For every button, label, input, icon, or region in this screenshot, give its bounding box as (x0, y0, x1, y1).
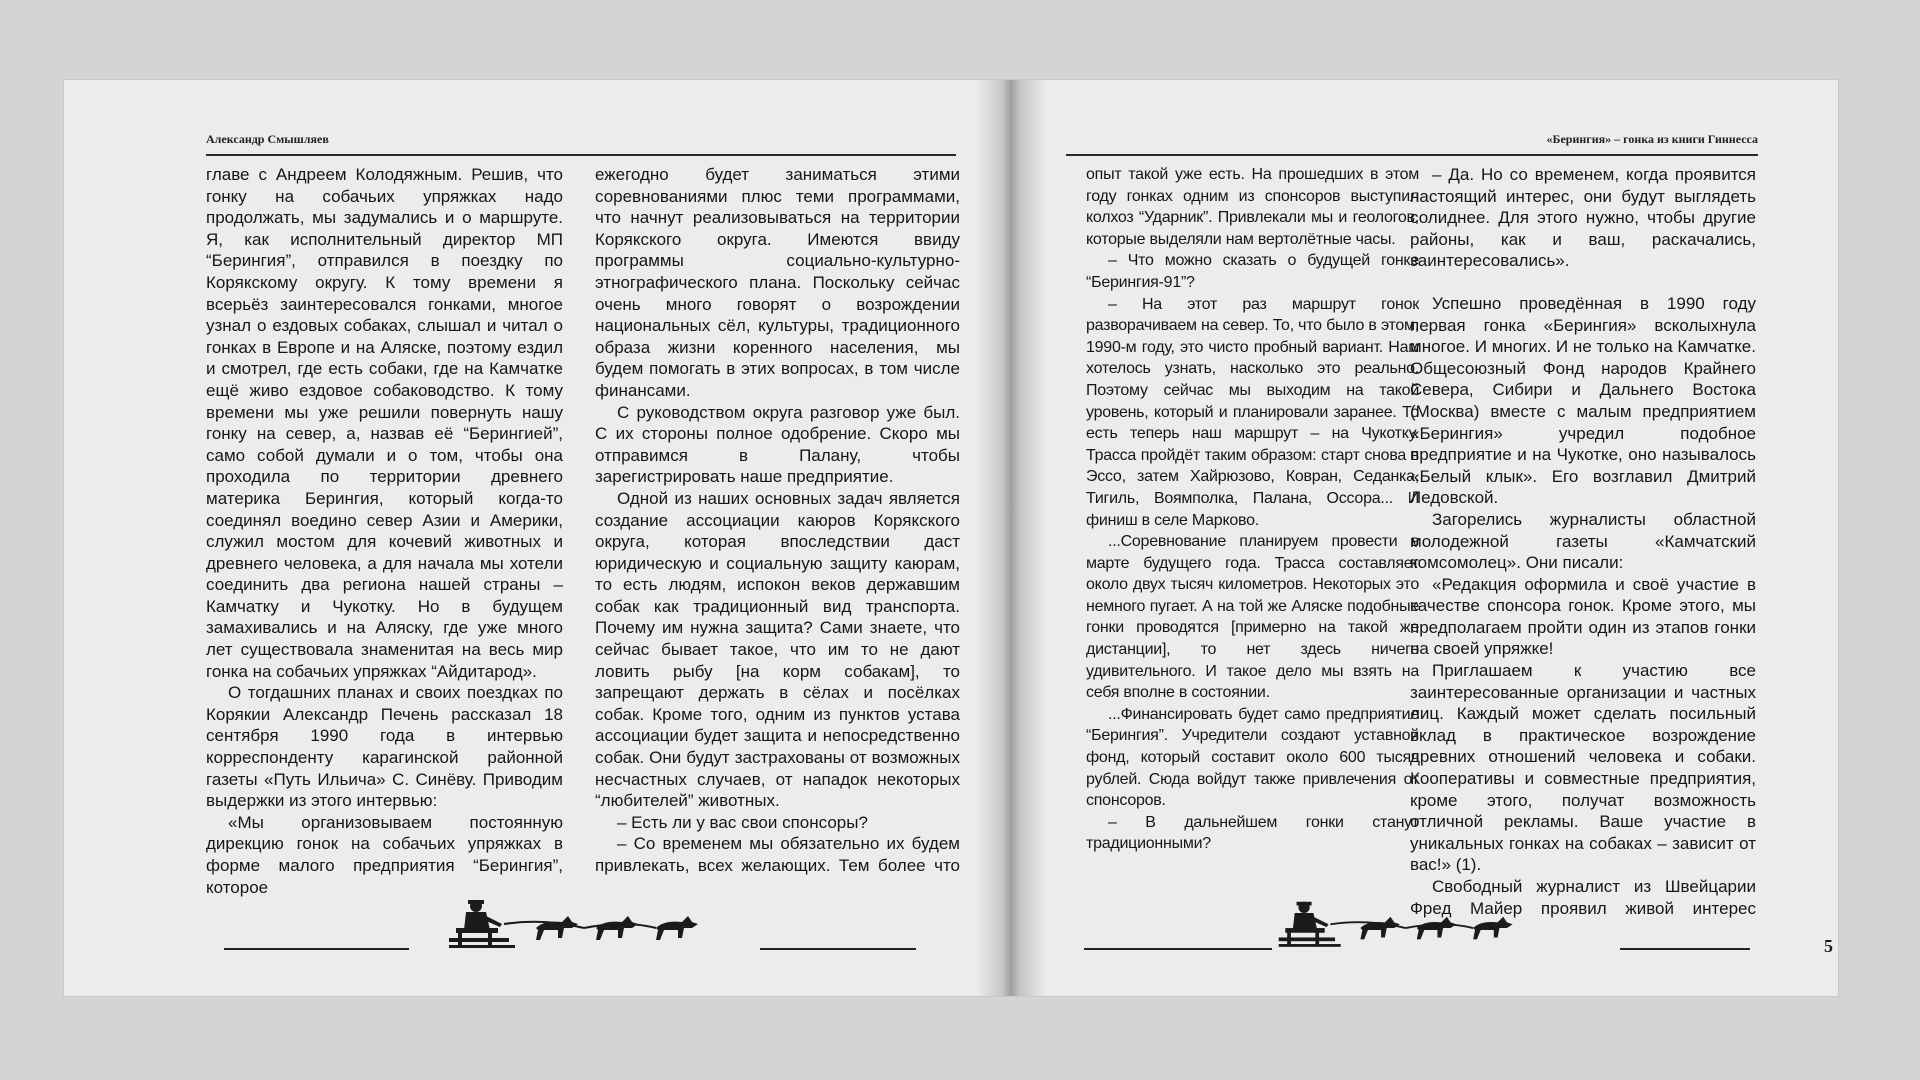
paragraph: – Да. Но со временем, когда проявится настоящий интерес, они будут выглядеть солиднее. Для этого нужно, чтобы другие районы, как и ваш, раскачались, заинтересовались». (1410, 165, 1756, 271)
paragraph: ...Соревнование планируем провести в марте будущего года. Трасса составляет около двух тысяч километров. Некоторых это немного пугает. А на той же Аляске подобные гонки проводятся [примерно на такой же дистанции], то нет здесь ничего удивительного. И такое дело мы взять на себя вполне в состоянии. (1086, 533, 1419, 702)
paragraph: «Мы организовываем постоянную дирекцию гонок на собачьих упряжках в форме малого предприятия “Берингия”, которое (206, 812, 563, 897)
paragraph: – Есть ли у вас свои спонсоры? (617, 812, 868, 832)
paragraph: Одной из наших основных задач является создание ассоциации каюров Корякского округа, которая впоследствии даст юридическую и социальную защиту каюрам, то есть людям, испокон веков державшим собак как традиционный вид транспорта. Почему им нужна защита? Сами знаете, что сейчас бывает такое, что им то не дают ловить рыбу [на корм собакам], то запрещают держать в сёлах и посёлках собак. Кроме того, одним из пунктов устава ассоциации будет защита и непосредственно собак. Они будут застрахованы от возможных несчастных случаев, от нападок некоторых “любителей” животных. (595, 488, 960, 811)
dog-sled-ornament-icon (444, 898, 774, 960)
left-page-column-1 (206, 164, 563, 898)
paragraph: – В дальнейшем гонки станут традиционными? (1086, 813, 1419, 853)
paragraph: – Со временем мы обязательно их будем привлекать, всех желающих. Тем более что (595, 834, 960, 875)
paragraph: Приглашаем к участию все заинтересованные организации и частных лиц. Каждый может сделать посильный вклад в практическое возрождение древних отношений человека и собаки. Кооперативы и совместные предприятия, кроме этого, получат возможность отличной рекламы. Ваше участие в уникальных гонках на собаках – зависит от вас!» (1). (1410, 661, 1756, 875)
dog-sled-ornament-icon (1274, 898, 1584, 960)
paragraph: опыт такой уже есть. На прошедших в этом году гонках одним из спонсоров выступил колхоз “Ударник”. Привлекали мы и геологов, которые выделяли нам вертолётные часы. (1086, 166, 1419, 248)
paragraph: «Редакция оформила и своё участие в качестве спонсора гонок. Кроме этого, мы предполагаем пройти один из этапов гонки на своей упряжке! (1410, 574, 1756, 659)
right-page-column-2 (1410, 164, 1756, 919)
footer-rule-left (224, 948, 409, 950)
paragraph: ежегодно будет заниматься этими соревнованиями плюс теми программами, что начнут реализовываться на территории Корякского округа. Имеются ввиду программы социально-культурно-этнографического плана. Поскольку сейчас очень много говорят о возрождении национальных сёл, культуры, традиционного образа жизни коренного населения, мы будем помогать в этих вопросах, в том числе финансами. (595, 165, 960, 400)
book-gutter (976, 80, 1046, 996)
footer-rule-right (1620, 948, 1750, 950)
book-spread (64, 80, 1838, 996)
footer-rule-left (1084, 948, 1272, 950)
paragraph: главе с Андреем Колодяжным. Решив, что гонку на собачьих упряжках надо продолжать, мы задумались и о маршруте. Я, как исполнительный директор МП “Берингия”, отправился в поездку по Корякскому округу. К тому времени я всерьёз заинтересовался гонками, многое узнал о ездовых собаках, слышал и читал о гонках в Европе и на Аляске, поэтому ездил и смотрел, где есть собаки, где на Камчатке ещё живо ездовое собаководство. К тому времени мы уже решили повернуть нашу гонку на север, а, назвав её “Берингией”, само собой думали и о том, чтобы она проходила по территории древнего материка Берингия, который когда-то соединял воедино север Азии и Америки, служил мостом для кочевий животных и древнего человека, а для начала мы хотели соединить два региона нашей страны – Камчатку и Чукотку. Но в будущем замахивались и на Аляску, где уже много лет существовала знаменитая на весь мир гонка на собачьих упряжках “Айдитарод». (206, 165, 563, 681)
paragraph: ...Финансировать будет само предприятие “Берингия”. Учредители создают уставной фонд, который составит около 600 тысяч рублей. Сюда войдут также привлечения от спонсоров. (1086, 705, 1419, 810)
paragraph: – На этот раз маршрут гонок разворачиваем на север. То, что было в этом, 1990-м году, это чисто пробный вариант. Нам хотелось узнать, насколько это реально. Поэтому сейчас мы выходим на такой уровень, который и планировали заранее. То есть теперь наш маршрут – на Чукотку. Трасса пройдёт таким образом: старт снова в Эссо, затем Хайрюзово, Ковран, Седанка, Тигиль, Воямполка, Палана, Оссора... И финиш в селе Марково. (1086, 295, 1419, 529)
page-number: 5 (1824, 936, 1833, 956)
paragraph: Загорелись журналисты областной молодежной газеты «Камчатский комсомолец». Они писали: (1410, 509, 1756, 573)
header-rule (1066, 154, 1758, 156)
header-rule (206, 154, 956, 156)
left-page (64, 80, 976, 996)
running-head-author: Александр Смышляев (206, 132, 329, 146)
right-page (1046, 80, 1838, 996)
right-page-column-1 (1086, 164, 1419, 855)
running-head-title: «Берингия» – гонка из книги Гиннесса (1546, 132, 1758, 146)
paragraph: Свободный журналист из Швейцарии Фред Майер проявил живой интерес (1410, 877, 1756, 918)
footer-rule-right (760, 948, 916, 950)
paragraph: О тогдашних планах и своих поездках по Корякии Александр Печень рассказал 18 сентября 1990 года в интервью корреспонденту карагинской районной газеты «Путь Ильича» С. Синёву. Приводим выдержки из этого интервью: (206, 683, 563, 811)
left-page-column-2 (595, 164, 960, 877)
paragraph: Успешно проведённая в 1990 году первая гонка «Берингия» всколыхнула многое. И многих. И не только на Камчатке. Общесоюзный Фонд народов Крайнего Севера, Сибири и Дальнего Востока (Москва) вместе с малым предприятием «Берингия» учредил подобное предприятие и на Чукотке, оно называлось «Белый клык». Его возглавил Дмитрий Ледовской. (1410, 293, 1756, 508)
paragraph: – Что можно сказать о будущей гонке “Берингия-91”? (1086, 252, 1419, 291)
paragraph: С руководством округа разговор уже был. С их стороны полное одобрение. Скоро мы отправимся в Палану, чтобы зарегистрировать наше предприятие. (595, 402, 960, 487)
